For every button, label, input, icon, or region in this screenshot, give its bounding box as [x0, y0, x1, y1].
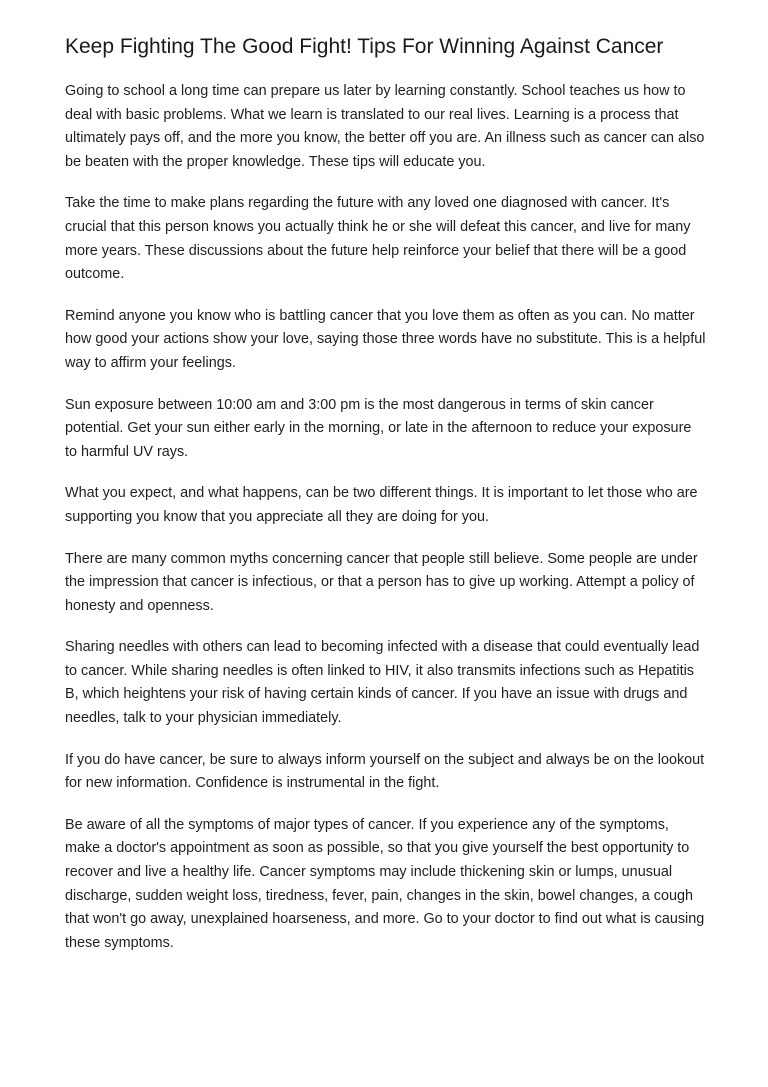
paragraph-8: If you do have cancer, be sure to always inform yourself on the subject and always be on the lookout for new information. Confidence is instrumental in the fight. — [65, 751, 705, 792]
document-title: Keep Fighting The Good Fight! Tips For Winning Against Cancer — [65, 35, 664, 58]
document-body — [65, 80, 706, 955]
paragraph-3: Remind anyone you know who is battling cancer that you love them as often as you can. No matter how good your actions show your love, saying those three words have no substitute. This is a helpful way to affirm your feelings. — [65, 307, 706, 371]
paragraph-2: Take the time to make plans regarding the future with any loved one diagnosed with cancer. It's crucial that this person knows you actually think he or she will defeat this cancer, and live for many more years. These discussions about the future help reinforce your belief that there will be a good outcome. — [65, 195, 691, 283]
paragraph-4: Sun exposure between 10:00 am and 3:00 pm is the most dangerous in terms of skin cancer potential. Get your sun either early in the morning, or late in the afternoon to reduce your exposure to harmful UV rays. — [65, 396, 692, 460]
paragraph-1: Going to school a long time can prepare us later by learning constantly. School teaches us how to deal with basic problems. What we learn is translated to our real lives. Learning is a process that ultimately pays off, and the more you know, the better off you are. An illness such as cancer can also be beaten with the proper knowledge. These tips will educate you. — [65, 83, 705, 170]
paragraph-5: What you expect, and what happens, can be two different things. It is important to let those who are supporting you know that you appreciate all they are doing for you. — [65, 485, 698, 525]
paragraph-9: Be aware of all the symptoms of major types of cancer. If you experience any of the symptoms, make a doctor's appointment as soon as possible, so that you give yourself the best opportunity to recover and live a healthy life. Cancer symptoms may include thickening skin or lumps, unusual discharge, sudden weight loss, tiredness, fever, pain, changes in the skin, bowel changes, a cough that won't go away, unexplained hoarseness, and more. Go to your doctor to find out what is causing these symptoms. — [65, 816, 705, 951]
paragraph-7: Sharing needles with others can lead to becoming infected with a disease that could eventually lead to cancer. While sharing needles is often linked to HIV, it also transmits infections such as Hepatitis B, which heightens your risk of having certain kinds of cancer. If you have an issue with drugs and needles, talk to your physician immediately. — [65, 639, 700, 727]
paragraph-6: There are many common myths concerning cancer that people still believe. Some people are under the impression that cancer is infectious, or that a person has to give up working. Attempt a policy of honesty and openness. — [65, 550, 698, 614]
